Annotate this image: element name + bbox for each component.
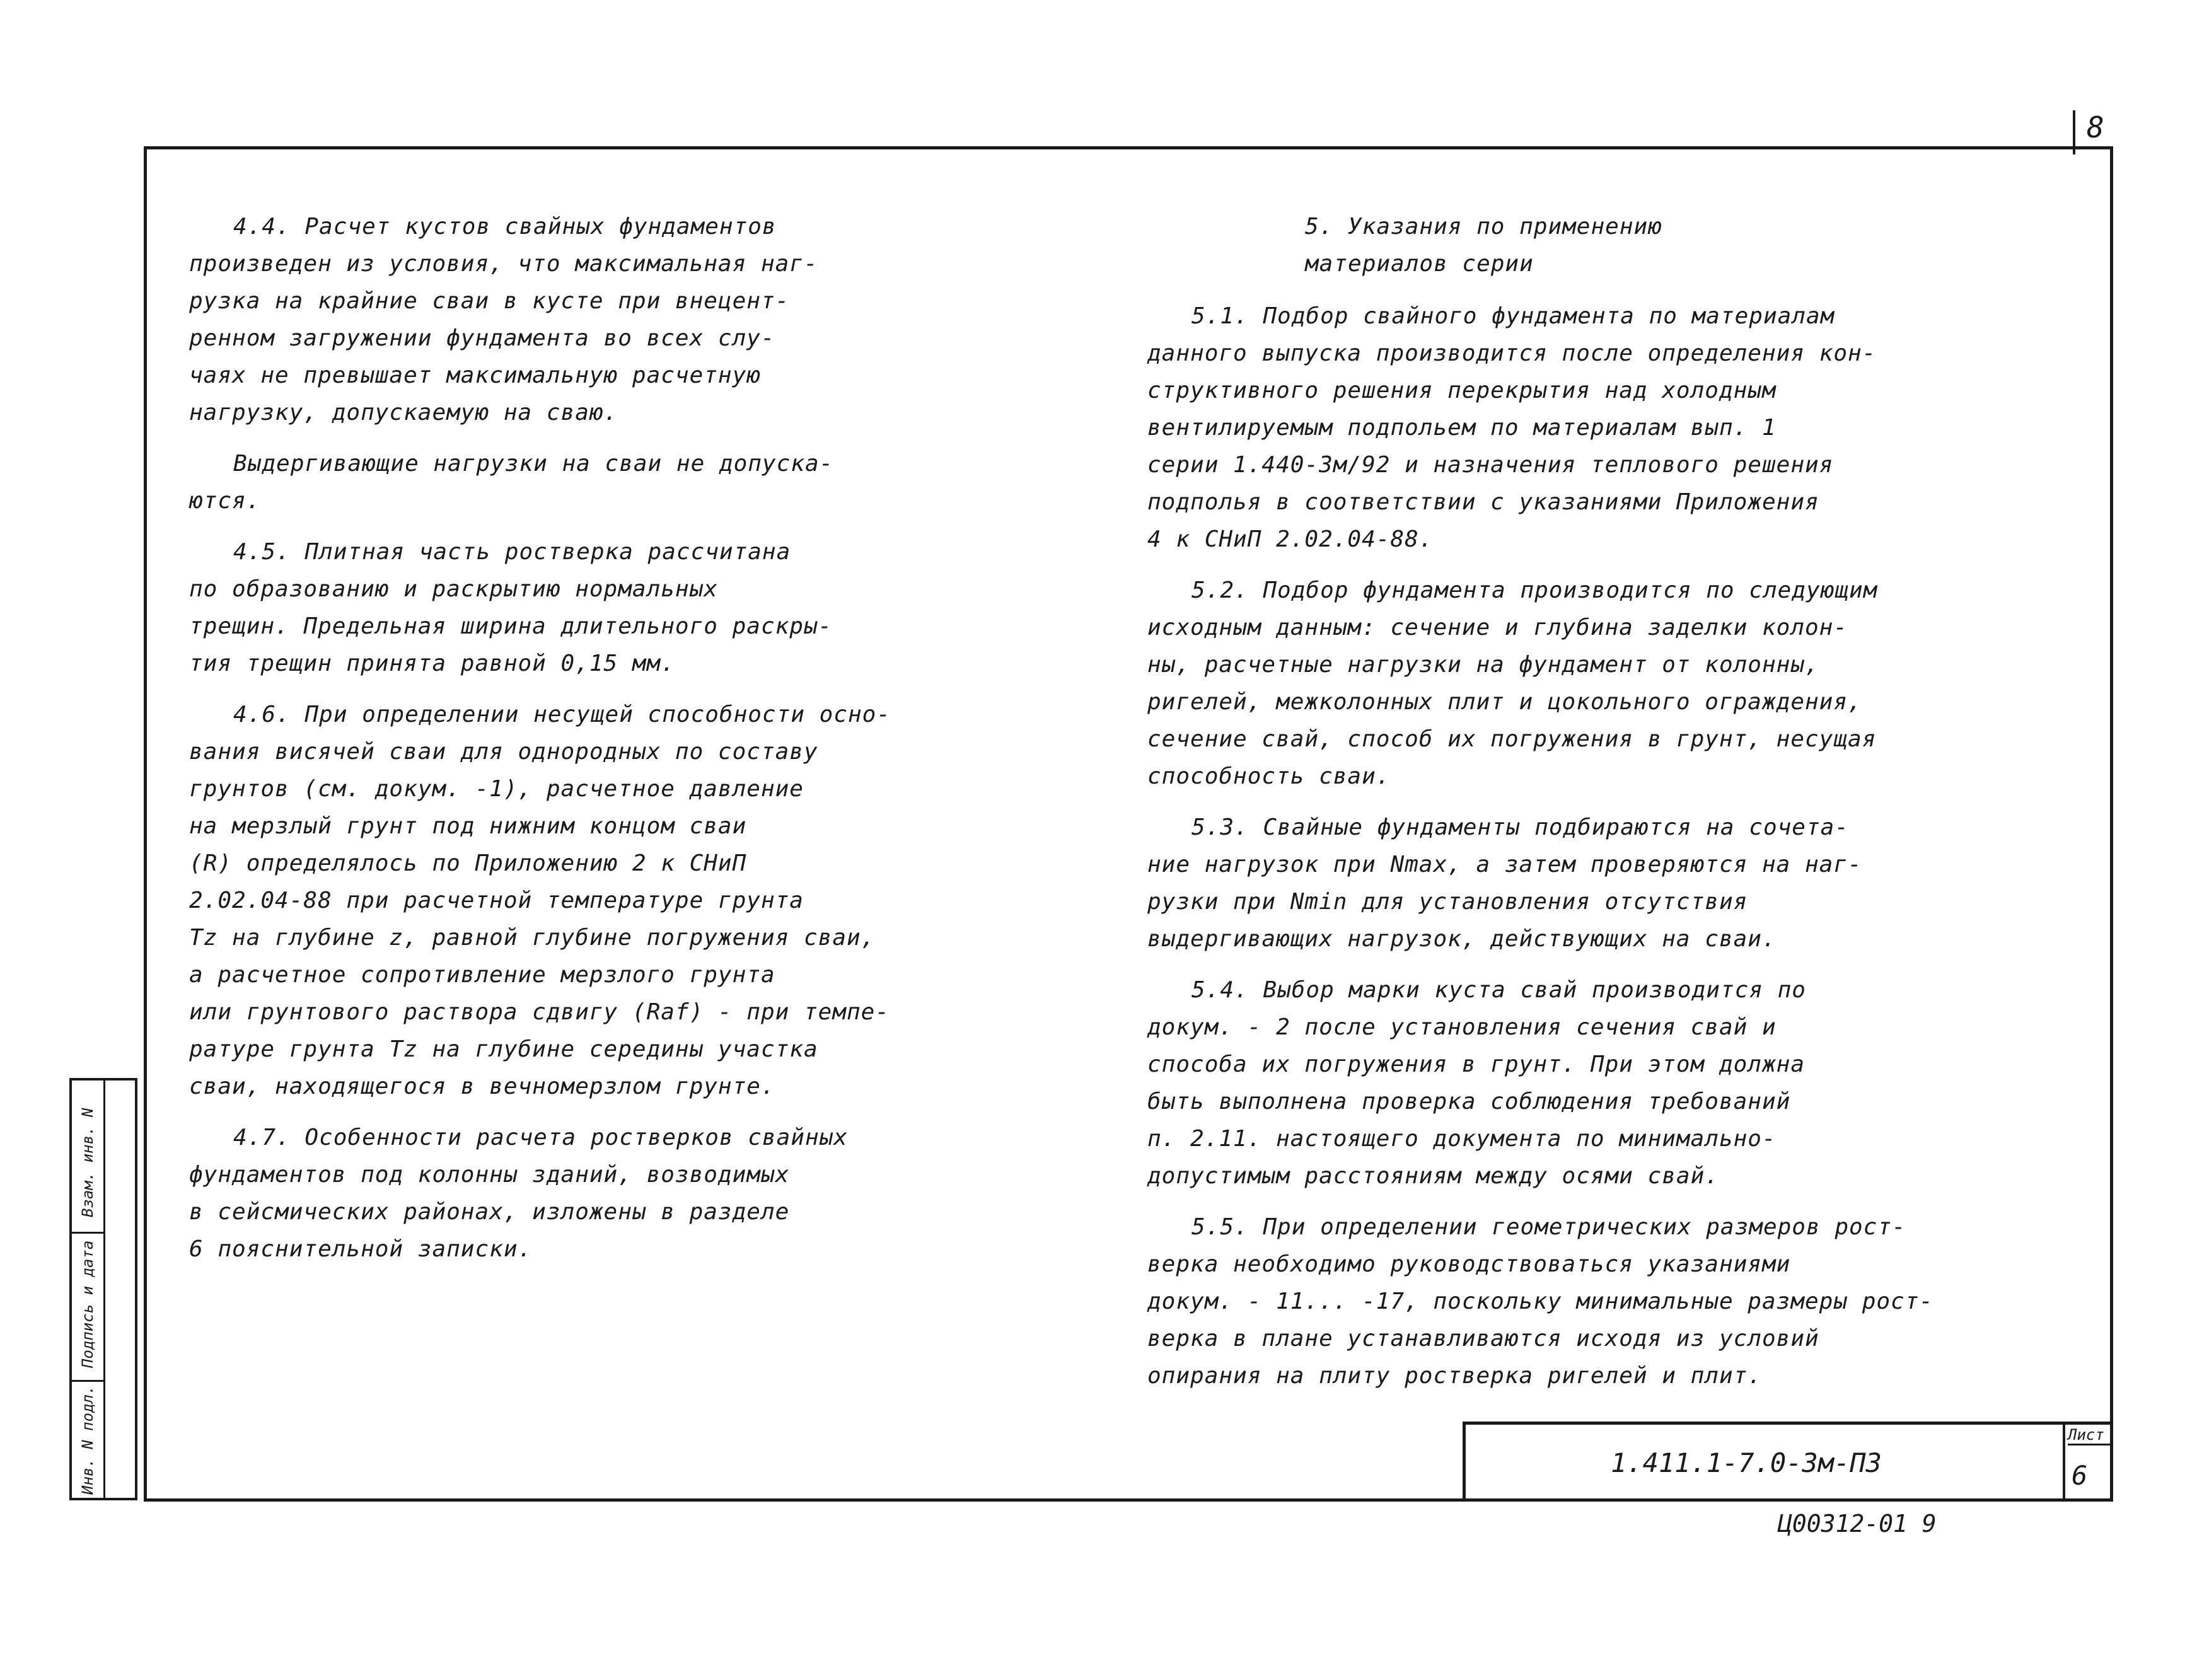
text-line: вания висячей сваи для однородных по составу <box>189 739 818 765</box>
text-line: ригелей, межколонных плит и цокольного ограждения, <box>1147 689 1862 715</box>
heading-line: материалов серии <box>1305 251 1534 277</box>
text-line: данного выпуска производится после определения кон- <box>1147 340 1877 366</box>
paragraph-4-7 <box>189 1119 1110 1268</box>
side-cell-replaces-inv: Взам. инв. N <box>79 1108 96 1217</box>
text-line: ются. <box>189 488 261 514</box>
archive-number: Ц00312-01 9 <box>1778 1510 1937 1538</box>
text-line: трещин. Предельная ширина длительного раскры- <box>189 613 833 639</box>
text-line: а расчетное сопротивление мерзлого грунта <box>189 962 775 988</box>
text-line: допустимым расстояниям между осями свай. <box>1147 1163 1719 1189</box>
text-line: подполья в соответствии с указаниями Приложения <box>1147 489 1819 515</box>
heading-line: 5. Указания по применению <box>1305 214 1662 240</box>
text-line: рузки при Nmin для установления отсутствия <box>1147 889 1748 915</box>
text-line: способность сваи. <box>1147 763 1391 789</box>
side-cell-signature-date: Подпись и дата <box>79 1240 96 1369</box>
text-line: верка в плане устанавливаются исходя из условий <box>1147 1326 1819 1352</box>
text-line: исходным данным: сечение и глубина заделки колон- <box>1147 615 1848 640</box>
paragraph-4-4 <box>189 208 1110 431</box>
right-text-column <box>1147 208 2093 1408</box>
text-line: в сейсмических районах, изложены в разделе <box>189 1199 790 1225</box>
text-line: произведен из условия, что максимальная наг- <box>189 251 818 277</box>
text-line: верка необходимо руководствоваться указаниями <box>1147 1251 1791 1277</box>
sheet-number-cell <box>2063 1425 2113 1502</box>
text-line: структивного решения перекрытия над холодным <box>1147 378 1777 403</box>
paragraph-uplift <box>189 445 1110 519</box>
text-line: 5.1. Подбор свайного фундамента по материалам <box>1191 303 1835 329</box>
text-line: 5.5. При определении геометрических размеров рост- <box>1191 1214 1906 1240</box>
text-line: 5.4. Выбор марки куста свай производится по <box>1191 977 1806 1003</box>
text-line: ны, расчетные нагрузки на фундамент от колонны, <box>1147 652 1819 678</box>
paragraph-5-5 <box>1147 1208 2093 1394</box>
text-line: рузка на крайние сваи в кусте при внецент- <box>189 288 790 314</box>
text-line: сечение свай, способ их погружения в грунт, несущая <box>1147 726 1877 752</box>
text-line: опирания на плиту ростверка ригелей и плит. <box>1147 1363 1762 1389</box>
text-line: 4.5. Плитная часть ростверка рассчитана <box>233 539 791 565</box>
paragraph-4-6 <box>189 696 1110 1105</box>
page-number-top: 8 <box>2087 110 2104 144</box>
sheet-number: 6 <box>2072 1460 2088 1491</box>
paragraph-4-5 <box>189 533 1110 682</box>
section-5-heading <box>1147 208 2093 282</box>
text-line: или грунтового раствора сдвигу (Raf) - при темпе- <box>189 999 890 1025</box>
text-line: ние нагрузок при Nmax, а затем проверяются на наг- <box>1147 852 1862 878</box>
text-line: способа их погружения в грунт. При этом должна <box>1147 1051 1805 1077</box>
strip-divider <box>103 1080 105 1498</box>
text-line: докум. - 2 после установления сечения свай и <box>1147 1014 1777 1040</box>
side-stamp-strip <box>69 1078 137 1500</box>
text-line: Tz на глубине z, равной глубине погружения сваи, <box>189 925 876 951</box>
text-line: по образованию и раскрытию нормальных <box>189 576 718 602</box>
title-block <box>1463 1422 2113 1502</box>
text-line: сваи, находящегося в вечномерзлом грунте. <box>189 1074 775 1099</box>
text-line: п. 2.11. настоящего документа по минимально- <box>1147 1126 1777 1152</box>
text-line: серии 1.440-3м/92 и назначения теплового решения <box>1147 452 1834 478</box>
strip-separator <box>72 1380 103 1382</box>
paragraph-5-4 <box>1147 971 2093 1195</box>
text-line: фундаментов под колонны зданий, возводимых <box>189 1162 790 1188</box>
text-line: выдергивающих нагрузок, действующих на сваи. <box>1147 926 1777 952</box>
text-line: 4 к СНиП 2.02.04-88. <box>1147 526 1434 552</box>
sheet-label: Лист <box>2068 1426 2112 1445</box>
text-line: чаях не превышает максимальную расчетную <box>189 362 761 388</box>
text-line: 4.6. При определении несущей способности осно- <box>233 702 891 727</box>
text-line: докум. - 11... -17, поскольку минимальные размеры рост- <box>1147 1289 1934 1314</box>
text-line: вентилируемым подпольем по материалам вып. 1 <box>1147 415 1777 441</box>
text-line: 5.3. Свайные фундаменты подбираются на сочета- <box>1191 814 1849 840</box>
text-line: 5.2. Подбор фундамента производится по следующим <box>1191 577 1878 603</box>
left-text-column <box>189 208 1110 1282</box>
text-line: быть выполнена проверка соблюдения требований <box>1147 1089 1791 1115</box>
side-cell-inv-no: Инв. N подл. <box>79 1385 96 1495</box>
document-code: 1.411.1-7.0-3м-ПЗ <box>1611 1447 1882 1478</box>
paragraph-5-1 <box>1147 298 2093 558</box>
text-line: грунтов (см. докум. -1), расчетное давление <box>189 776 804 802</box>
text-line: 4.7. Особенности расчета ростверков свайных <box>233 1125 848 1150</box>
text-line: (R) определялось по Приложению 2 к СНиП <box>189 850 747 876</box>
text-line: 2.02.04-88 при расчетной температуре грунта <box>189 888 804 913</box>
paragraph-5-3 <box>1147 809 2093 958</box>
text-line: Выдергивающие нагрузки на сваи не допуска- <box>233 451 834 477</box>
text-line: тия трещин принята равной 0,15 мм. <box>189 651 675 676</box>
text-line: 6 пояснительной записки. <box>189 1236 533 1262</box>
paragraph-5-2 <box>1147 572 2093 795</box>
text-line: нагрузку, допускаемую на сваю. <box>189 400 618 426</box>
text-line: 4.4. Расчет кустов свайных фундаментов <box>233 214 777 240</box>
text-line: ратуре грунта Tz на глубине середины участка <box>189 1036 818 1062</box>
text-line: ренном загружении фундамента во всех слу- <box>189 325 775 351</box>
text-line: на мерзлый грунт под нижним концом сваи <box>189 813 747 839</box>
